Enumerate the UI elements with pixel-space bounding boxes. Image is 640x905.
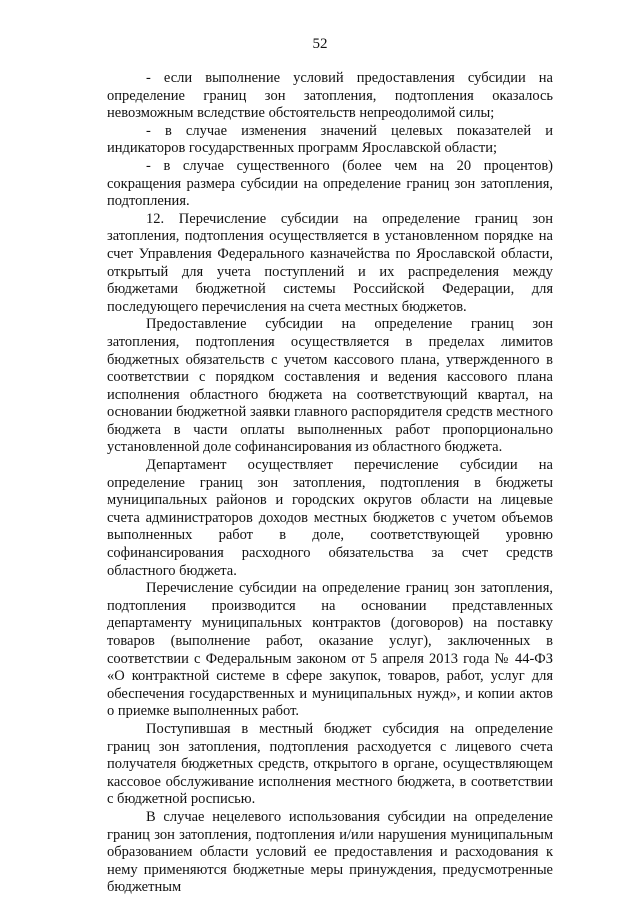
paragraph-local-budget-spending: Поступившая в местный бюджет субсидия на определение границ зон затопления, подтопления расходуется с лицевого счета получателя бюджетных средств, открытого в органе, осуществляющем кассовое обслуживание исполнения местного бюджета, в соответствии с бюджетной росписью. <box>107 720 553 808</box>
paragraph-item-12: 12. Перечисление субсидии на определение границ зон затопления, подтопления осуществляется в установленном порядке на счет Управления Федерального казначейства по Ярославской области, открытый для учета поступлений и их распределения между бюджетами бюджетной системы Российской Федерации, для последующего перечисления на счета местных бюджетов. <box>107 210 553 315</box>
paragraph-force-majeure: - если выполнение условий предоставления субсидии на определение границ зон затопления, подтопления оказалось невозможным вследствие обстоятельств непреодолимой силы; <box>107 70 553 122</box>
paragraph-misuse: В случае нецелевого использования субсидии на определение границ зон затопления, подтопления и/или нарушения муниципальным образованием области условий ее предоставления и расходования к нему применяются бюджетные меры принуждения, предусмотренные бюджетным <box>107 808 553 896</box>
body-text <box>107 70 553 897</box>
paragraph-transfer-basis: Перечисление субсидии на определение границ зон затопления, подтопления производится на основании представленных департаменту муниципальных контрактов (договоров) на поставку товаров (выполнение работ, оказание услуг), заключенных в соответствии с Федеральным законом от 5 апреля 2013 года № 44-ФЗ «О контрактной системе в сфере закупок, товаров, работ, услуг для обеспечения государственных и муниципальных нужд», и копии актов о приемке выполненных работ. <box>107 580 553 720</box>
paragraph-provision-limits: Предоставление субсидии на определение границ зон затопления, подтопления осуществляется в пределах лимитов бюджетных обязательств с учетом кассового плана, утвержденного в соответствии с порядком составления и ведения кассового плана исполнения областного бюджета на соответствующий квартал, на основании бюджетной заявки главного распорядителя средств местного бюджета в части оплаты выполненных работ пропорционально установленной доле софинансирования из областного бюджета. <box>107 316 553 456</box>
paragraph-subsidy-reduction: - в случае существенного (более чем на 20 процентов) сокращения размера субсидии на определение границ зон затопления, подтопления. <box>107 157 553 210</box>
paragraph-target-indicators: - в случае изменения значений целевых показателей и индикаторов государственных программ Ярославской области; <box>107 122 553 157</box>
paragraph-department-transfer: Департамент осуществляет перечисление субсидии на определение границ зон затопления, подтопления в бюджеты муниципальных районов и городских округов области на лицевые счета администраторов доходов местных бюджетов с учетом объемов выполненных работ в доле, соответствующей уровню софинансирования расходного обязательства за счет средств областного бюджета. <box>107 457 553 579</box>
page-number: 52 <box>312 36 328 52</box>
